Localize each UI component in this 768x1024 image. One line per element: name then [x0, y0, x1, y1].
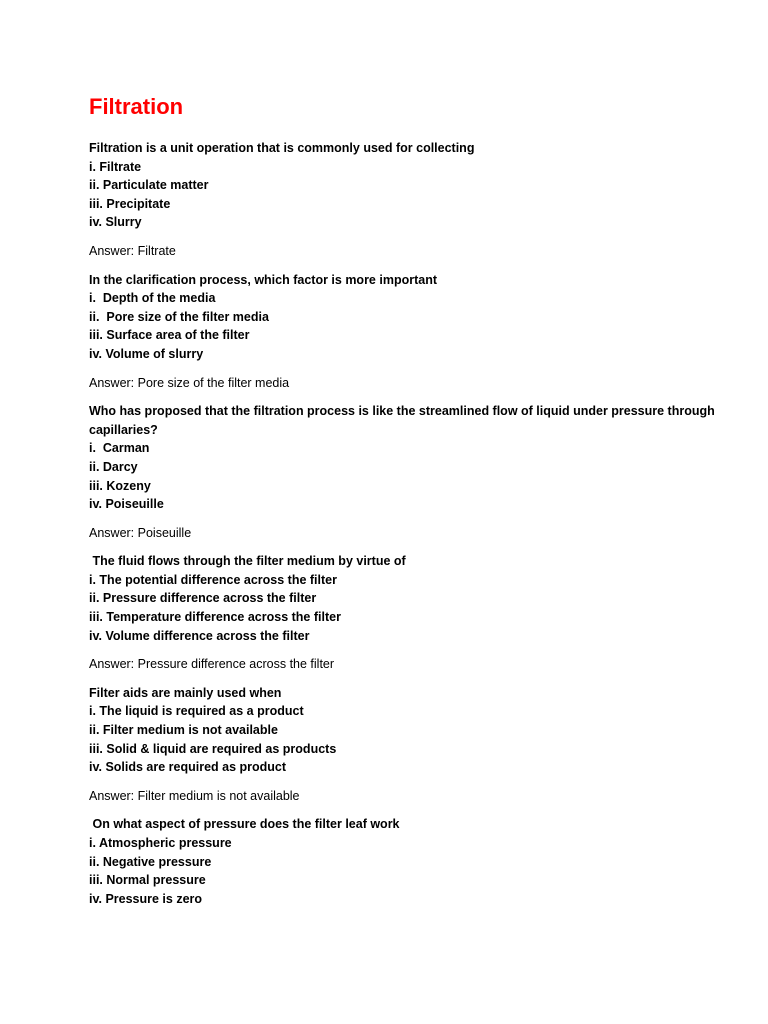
question-block-3 — [89, 402, 729, 542]
answer-line — [89, 655, 729, 674]
answer-line — [89, 242, 729, 261]
option-item: i. The liquid is required as a product — [89, 704, 304, 719]
question-block-4 — [89, 552, 729, 674]
question-block-5 — [89, 684, 729, 806]
document-title: Filtration — [89, 94, 184, 119]
question-text: The fluid flows through the filter medium by virtue of — [89, 554, 406, 569]
option-item: ii. Darcy — [89, 459, 138, 474]
answer-line — [89, 787, 729, 806]
question-text: Filter aids are mainly used when — [89, 685, 282, 700]
answer-text: Filter medium is not available — [137, 788, 300, 803]
option-item: ii. Particulate matter — [89, 178, 209, 193]
option-item: iv. Solids are required as product — [89, 760, 287, 775]
answer-label: Answer: — [89, 657, 138, 672]
option-item: i. Carman — [89, 441, 150, 456]
option-item: i. Filtrate — [89, 159, 142, 174]
option-item: i. Atmospheric pressure — [89, 836, 232, 850]
answer-line — [89, 524, 729, 543]
question-block-6 — [89, 815, 729, 908]
answer-line — [89, 374, 729, 393]
option-item: iii. Surface area of the filter — [89, 328, 250, 343]
answer-label: Answer: — [89, 788, 138, 803]
option-item: ii. Pressure difference across the filter — [89, 591, 317, 606]
document-page — [89, 92, 729, 918]
option-item: ii. Negative pressure — [89, 854, 212, 869]
option-item: iv. Slurry — [89, 215, 142, 230]
answer-text: Filtrate — [137, 243, 176, 258]
answer-label: Answer: — [89, 525, 138, 540]
option-item: iii. Precipitate — [89, 196, 171, 211]
question-text: In the clarification process, which factor is more important — [89, 272, 437, 287]
question-text: Filtration is a unit operation that is commonly used for collecting — [89, 141, 475, 155]
answer-label: Answer: — [89, 243, 138, 258]
question-text: Who has proposed that the filtration process is like the streamlined flow of liquid under pressure through capillaries? — [89, 404, 719, 437]
option-item: i. Depth of the media — [89, 291, 216, 306]
option-item: iii. Normal pressure — [89, 873, 206, 888]
question-block-2 — [89, 271, 729, 393]
option-item: iv. Pressure is zero — [89, 891, 203, 906]
answer-text: Pore size of the filter media — [137, 375, 290, 390]
option-item: iii. Solid & liquid are required as products — [89, 741, 337, 756]
option-item: iv. Volume difference across the filter — [89, 628, 310, 643]
answer-text: Pressure difference across the filter — [137, 657, 335, 672]
question-block-1 — [89, 139, 729, 261]
option-item: iii. Kozeny — [89, 478, 151, 493]
option-item: i. The potential difference across the filter — [89, 572, 337, 587]
option-item: ii. Filter medium is not available — [89, 723, 278, 738]
option-item: ii. Pore size of the filter media — [89, 309, 269, 324]
question-text: On what aspect of pressure does the filter leaf work — [89, 817, 400, 832]
option-item: iv. Poiseuille — [89, 497, 164, 512]
option-item: iv. Volume of slurry — [89, 346, 204, 361]
option-item: iii. Temperature difference across the filter — [89, 610, 341, 625]
answer-text: Poiseuille — [137, 525, 192, 540]
answer-label: Answer: — [89, 375, 138, 390]
